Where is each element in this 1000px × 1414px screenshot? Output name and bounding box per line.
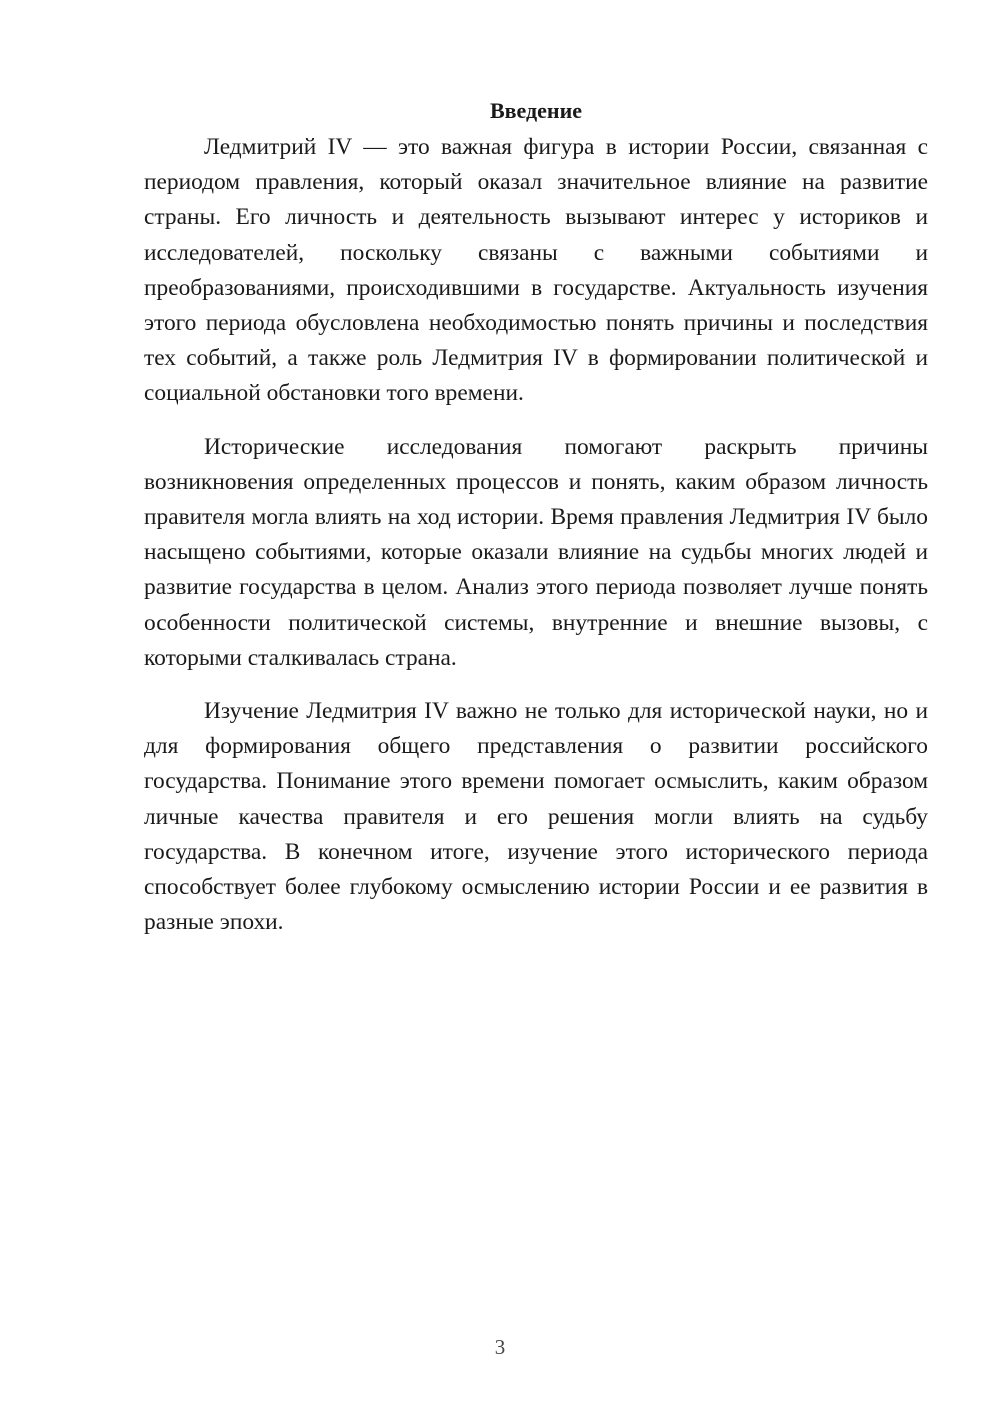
paragraph-3: Изучение Ледмитрия IV важно не только для исторической науки, но и для формирования общего представления о развитии российского государства. Понимание этого времени помогает осмыслить, каким образом личные качества правителя и его решения могли влиять на судьбу государства. В конечном итоге, изучение этого исторического периода способствует более глубокому осмыслению истории России и ее развития в разные эпохи. bbox=[144, 698, 928, 936]
section-title: Введение bbox=[489, 98, 583, 123]
paragraph-1: Ледмитрий IV — это важная фигура в истории России, связанная с периодом правления, который оказал значительное влияние на развитие страны. Его личность и деятельность вызывают интерес у историков и исследователей, поскольку связаны с важными событиями и преобразованиями, происходившими в государстве. Актуальность изучения этого периода обусловлена необходимостью понять причины и последствия тех событий, а также роль Ледмитрия IV в формировании политической и социальной обстановки того времени. bbox=[144, 134, 928, 407]
paragraph-2: Исторические исследования помогают раскрыть причины возникновения определенных процессов и понять, каким образом личность правителя могла влиять на ход истории. Время правления Ледмитрия IV было насыщено событиями, которые оказали влияние на судьбы многих людей и развитие государства в целом. Анализ этого периода позволяет лучше понять особенности политической системы, внутренние и внешние вызовы, с которыми сталкивалась страна. bbox=[144, 433, 928, 671]
page-number: 3 bbox=[494, 1335, 506, 1359]
page-content bbox=[144, 96, 928, 958]
